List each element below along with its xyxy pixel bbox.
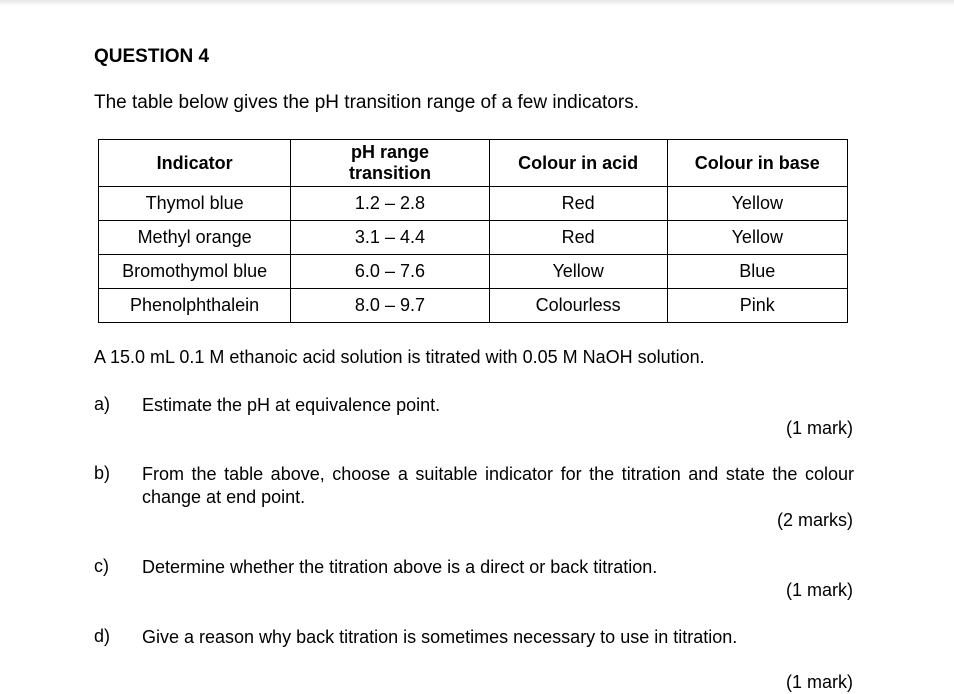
table-row: [99, 187, 848, 221]
table-row: [99, 255, 848, 289]
header-colour-base: Colour in base: [667, 140, 847, 187]
table-row: [99, 289, 848, 323]
page-top-edge: [0, 0, 954, 6]
part-b-marks: (2 marks): [777, 510, 853, 530]
part-a-label: a): [94, 394, 111, 414]
cell-base: Yellow: [667, 221, 847, 255]
part-c-text: Determine whether the titration above is a direct or back titration.: [142, 557, 658, 577]
header-ph-line1: pH range: [350, 142, 429, 162]
part-c-label: c): [94, 556, 109, 576]
header-indicator: Indicator: [99, 140, 291, 187]
cell-indicator: Phenolphthalein: [99, 289, 291, 323]
part-c-marks: (1 mark): [786, 580, 853, 600]
header-colour-acid: Colour in acid: [489, 140, 667, 187]
cell-range: 8.0 – 9.7: [291, 289, 490, 323]
cell-acid: Colourless: [489, 289, 667, 323]
part-b-text: From the table above, choose a suitable indicator for the titration and state the colour change at end point.: [142, 464, 854, 507]
header-ph-range: [291, 140, 490, 187]
cell-acid: Red: [489, 221, 667, 255]
indicator-table: [98, 139, 848, 323]
cell-base: Blue: [667, 255, 847, 289]
part-d-marks: (1 mark): [786, 672, 853, 692]
cell-indicator: Methyl orange: [99, 221, 291, 255]
table-header-row: [99, 140, 848, 187]
problem-statement: A 15.0 mL 0.1 M ethanoic acid solution is titrated with 0.05 M NaOH solution.: [94, 347, 705, 367]
cell-indicator: Bromothymol blue: [99, 255, 291, 289]
cell-acid: Yellow: [489, 255, 667, 289]
cell-range: 3.1 – 4.4: [291, 221, 490, 255]
table-row: [99, 221, 848, 255]
cell-indicator: Thymol blue: [99, 187, 291, 221]
cell-range: 6.0 – 7.6: [291, 255, 490, 289]
cell-acid: Red: [489, 187, 667, 221]
cell-range: 1.2 – 2.8: [291, 187, 490, 221]
part-d-label: d): [94, 626, 111, 646]
header-ph-line2: transition: [348, 163, 431, 183]
question-intro: The table below gives the pH transition range of a few indicators.: [94, 92, 639, 113]
part-a-text: Estimate the pH at equivalence point.: [142, 395, 441, 415]
part-d-text: Give a reason why back titration is sometimes necessary to use in titration.: [142, 627, 738, 647]
part-a-marks: (1 mark): [786, 418, 853, 438]
question-title: QUESTION 4: [94, 46, 210, 67]
cell-base: Pink: [667, 289, 847, 323]
cell-base: Yellow: [667, 187, 847, 221]
part-b-label: b): [94, 463, 111, 483]
